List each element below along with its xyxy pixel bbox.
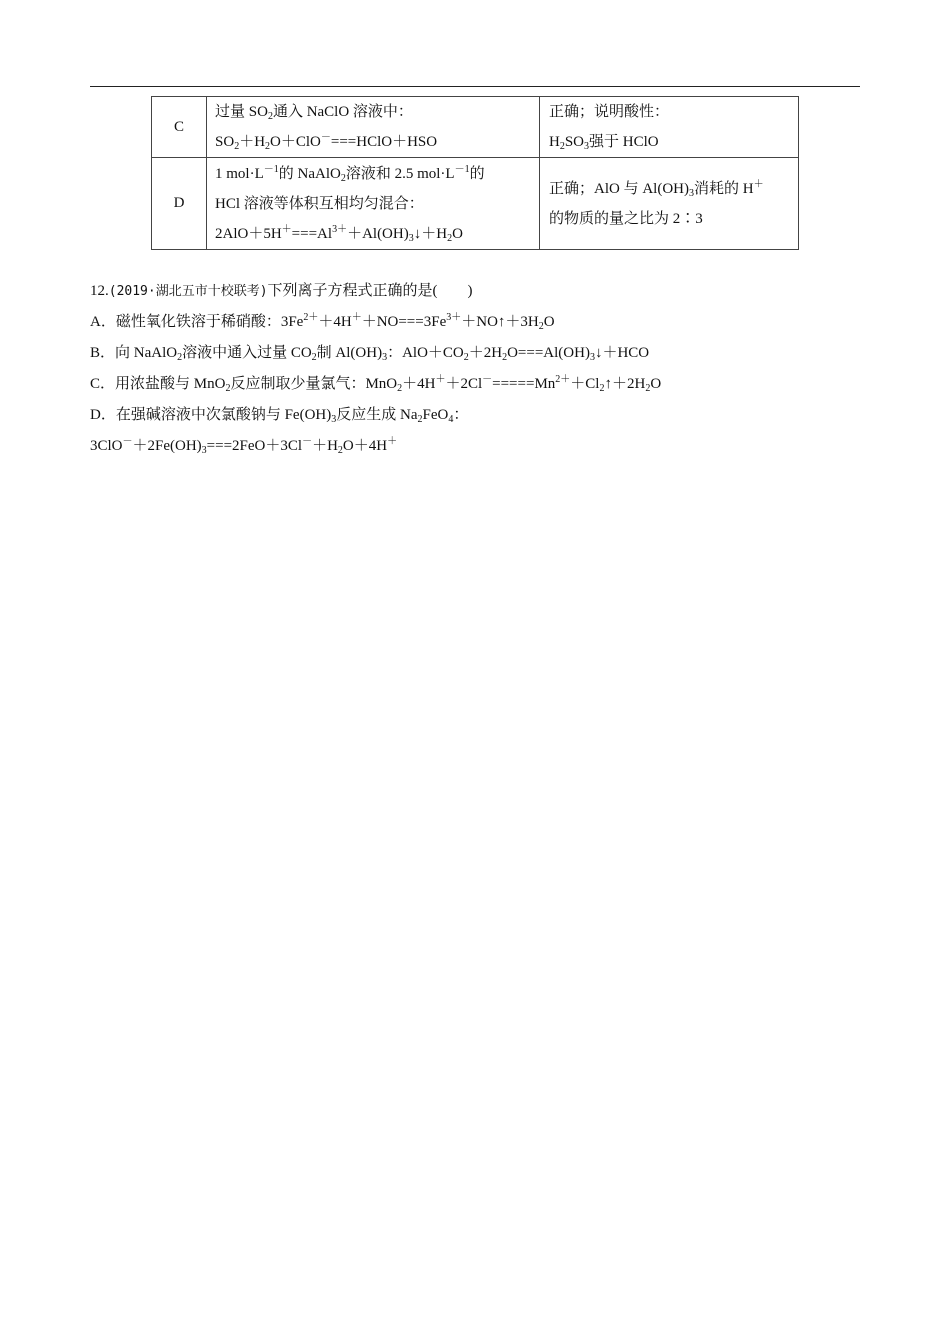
equation-line: $SO_2+H_2O+ClO^-===HClO+HSO$ <box>215 132 438 152</box>
subscript: 2 <box>225 383 231 394</box>
equation-line: HCl 溶液等体积互相均匀混合： <box>215 195 424 212</box>
subscript: 2 <box>417 414 423 425</box>
subscript: 4 <box>448 414 454 425</box>
superscript: 3＋ <box>446 312 462 323</box>
superscript: ＋ <box>753 178 764 190</box>
row-label: C <box>152 97 207 158</box>
superscript: ＋ <box>387 436 398 447</box>
subscript: 3 <box>331 414 337 425</box>
superscript: 3＋ <box>332 223 348 235</box>
option-d: D．在强碱溶液中次氯酸钠与 $Fe(OH)_3$反应生成 $Na_2FeO_4$： <box>90 407 469 425</box>
subscript: 2 <box>265 141 271 152</box>
option-c: C．用浓盐酸与 MnO$_2$反应制取少量氯气：$MnO_2+4H^++2Cl^-=====Mn^{2+}+Cl_2↑+2H_2O$ <box>90 374 662 394</box>
evaluation-cell <box>540 97 799 158</box>
option-b: B．向 NaAlO$_2$溶液中通入过量 $CO_2$制 $Al(OH)_3$：$AlO+CO_2+2H_2O===Al(OH)_3↓+HCO$ <box>90 345 650 363</box>
subscript: 2 <box>559 141 565 152</box>
equation-line: 过量 $SO_2$通入 NaClO 溶液中： <box>215 104 413 122</box>
subscript: 2 <box>311 352 317 363</box>
superscript: 2＋ <box>303 312 319 323</box>
subscript: 2 <box>447 232 453 244</box>
subscript: 2 <box>502 352 508 363</box>
question-12 <box>90 276 860 462</box>
question-text: 下列离子方程式正确的是( ) <box>267 283 473 299</box>
superscript: － <box>122 436 133 447</box>
subscript: 2 <box>463 352 469 363</box>
subscript: 2 <box>340 172 346 184</box>
evaluation-line: 的物质的量之比为 2∶3 <box>549 210 703 227</box>
header-rule <box>90 86 860 87</box>
option-d-equation: $3ClO^-+2Fe(OH)_3===2FeO+3Cl^-+H_2O+4H^+$ <box>90 436 398 456</box>
subscript: 2 <box>234 141 240 152</box>
subscript: 2 <box>599 383 605 394</box>
superscript: －1 <box>454 163 470 175</box>
row-label: D <box>152 158 207 250</box>
subscript: 2 <box>645 383 651 394</box>
evaluation-line: 正确；AlO 与 $Al(OH)_3$消耗的 H＋ <box>549 178 764 199</box>
subscript: 3 <box>689 187 694 199</box>
evaluation-cell <box>540 158 799 250</box>
subscript: 2 <box>538 321 544 332</box>
superscript: ＋ <box>435 374 446 385</box>
superscript: 2＋ <box>555 374 571 385</box>
question-stem <box>90 276 860 307</box>
subscript: 2 <box>267 111 273 122</box>
subscript: 3 <box>382 352 388 363</box>
equation-line: 1 $mol\cdot L^{-1}$的 NaAlO$_2$溶液和 2.5 $mol\cdot L^{-1}$的 <box>215 163 485 184</box>
superscript: ＋ <box>281 223 292 235</box>
subscript: 2 <box>337 445 343 456</box>
evaluation-line: 正确；说明酸性： <box>549 104 670 120</box>
equation-cell <box>207 158 540 250</box>
subscript: 3 <box>589 352 595 363</box>
table-row <box>152 97 799 158</box>
superscript: － <box>320 132 331 143</box>
equation-cell <box>207 97 540 158</box>
subscript: 3 <box>408 232 414 244</box>
evaluation-line: $H_2SO_3$强于 HClO <box>549 134 659 152</box>
equation-line: $2AlO+5H^+===Al^{3+}+Al(OH)_3↓+H_2O$ <box>215 223 463 244</box>
subscript: 2 <box>397 383 403 394</box>
option-a: A．磁性氧化铁溶于稀硝酸：$3Fe^{2+}+4H^++NO===3Fe^{3+}+NO↑+3H_2O$ <box>90 312 555 332</box>
table-row <box>152 158 799 250</box>
subscript: 3 <box>201 445 207 456</box>
subscript: 3 <box>584 141 590 152</box>
superscript: － <box>482 374 493 385</box>
superscript: － <box>302 436 313 447</box>
question-source: (2019·湖北五市十校联考) <box>108 284 268 299</box>
superscript: ＋ <box>351 312 362 323</box>
question-number: 12. <box>90 283 109 299</box>
superscript: －1 <box>263 163 279 175</box>
answer-table <box>151 96 799 250</box>
subscript: 2 <box>177 352 183 363</box>
